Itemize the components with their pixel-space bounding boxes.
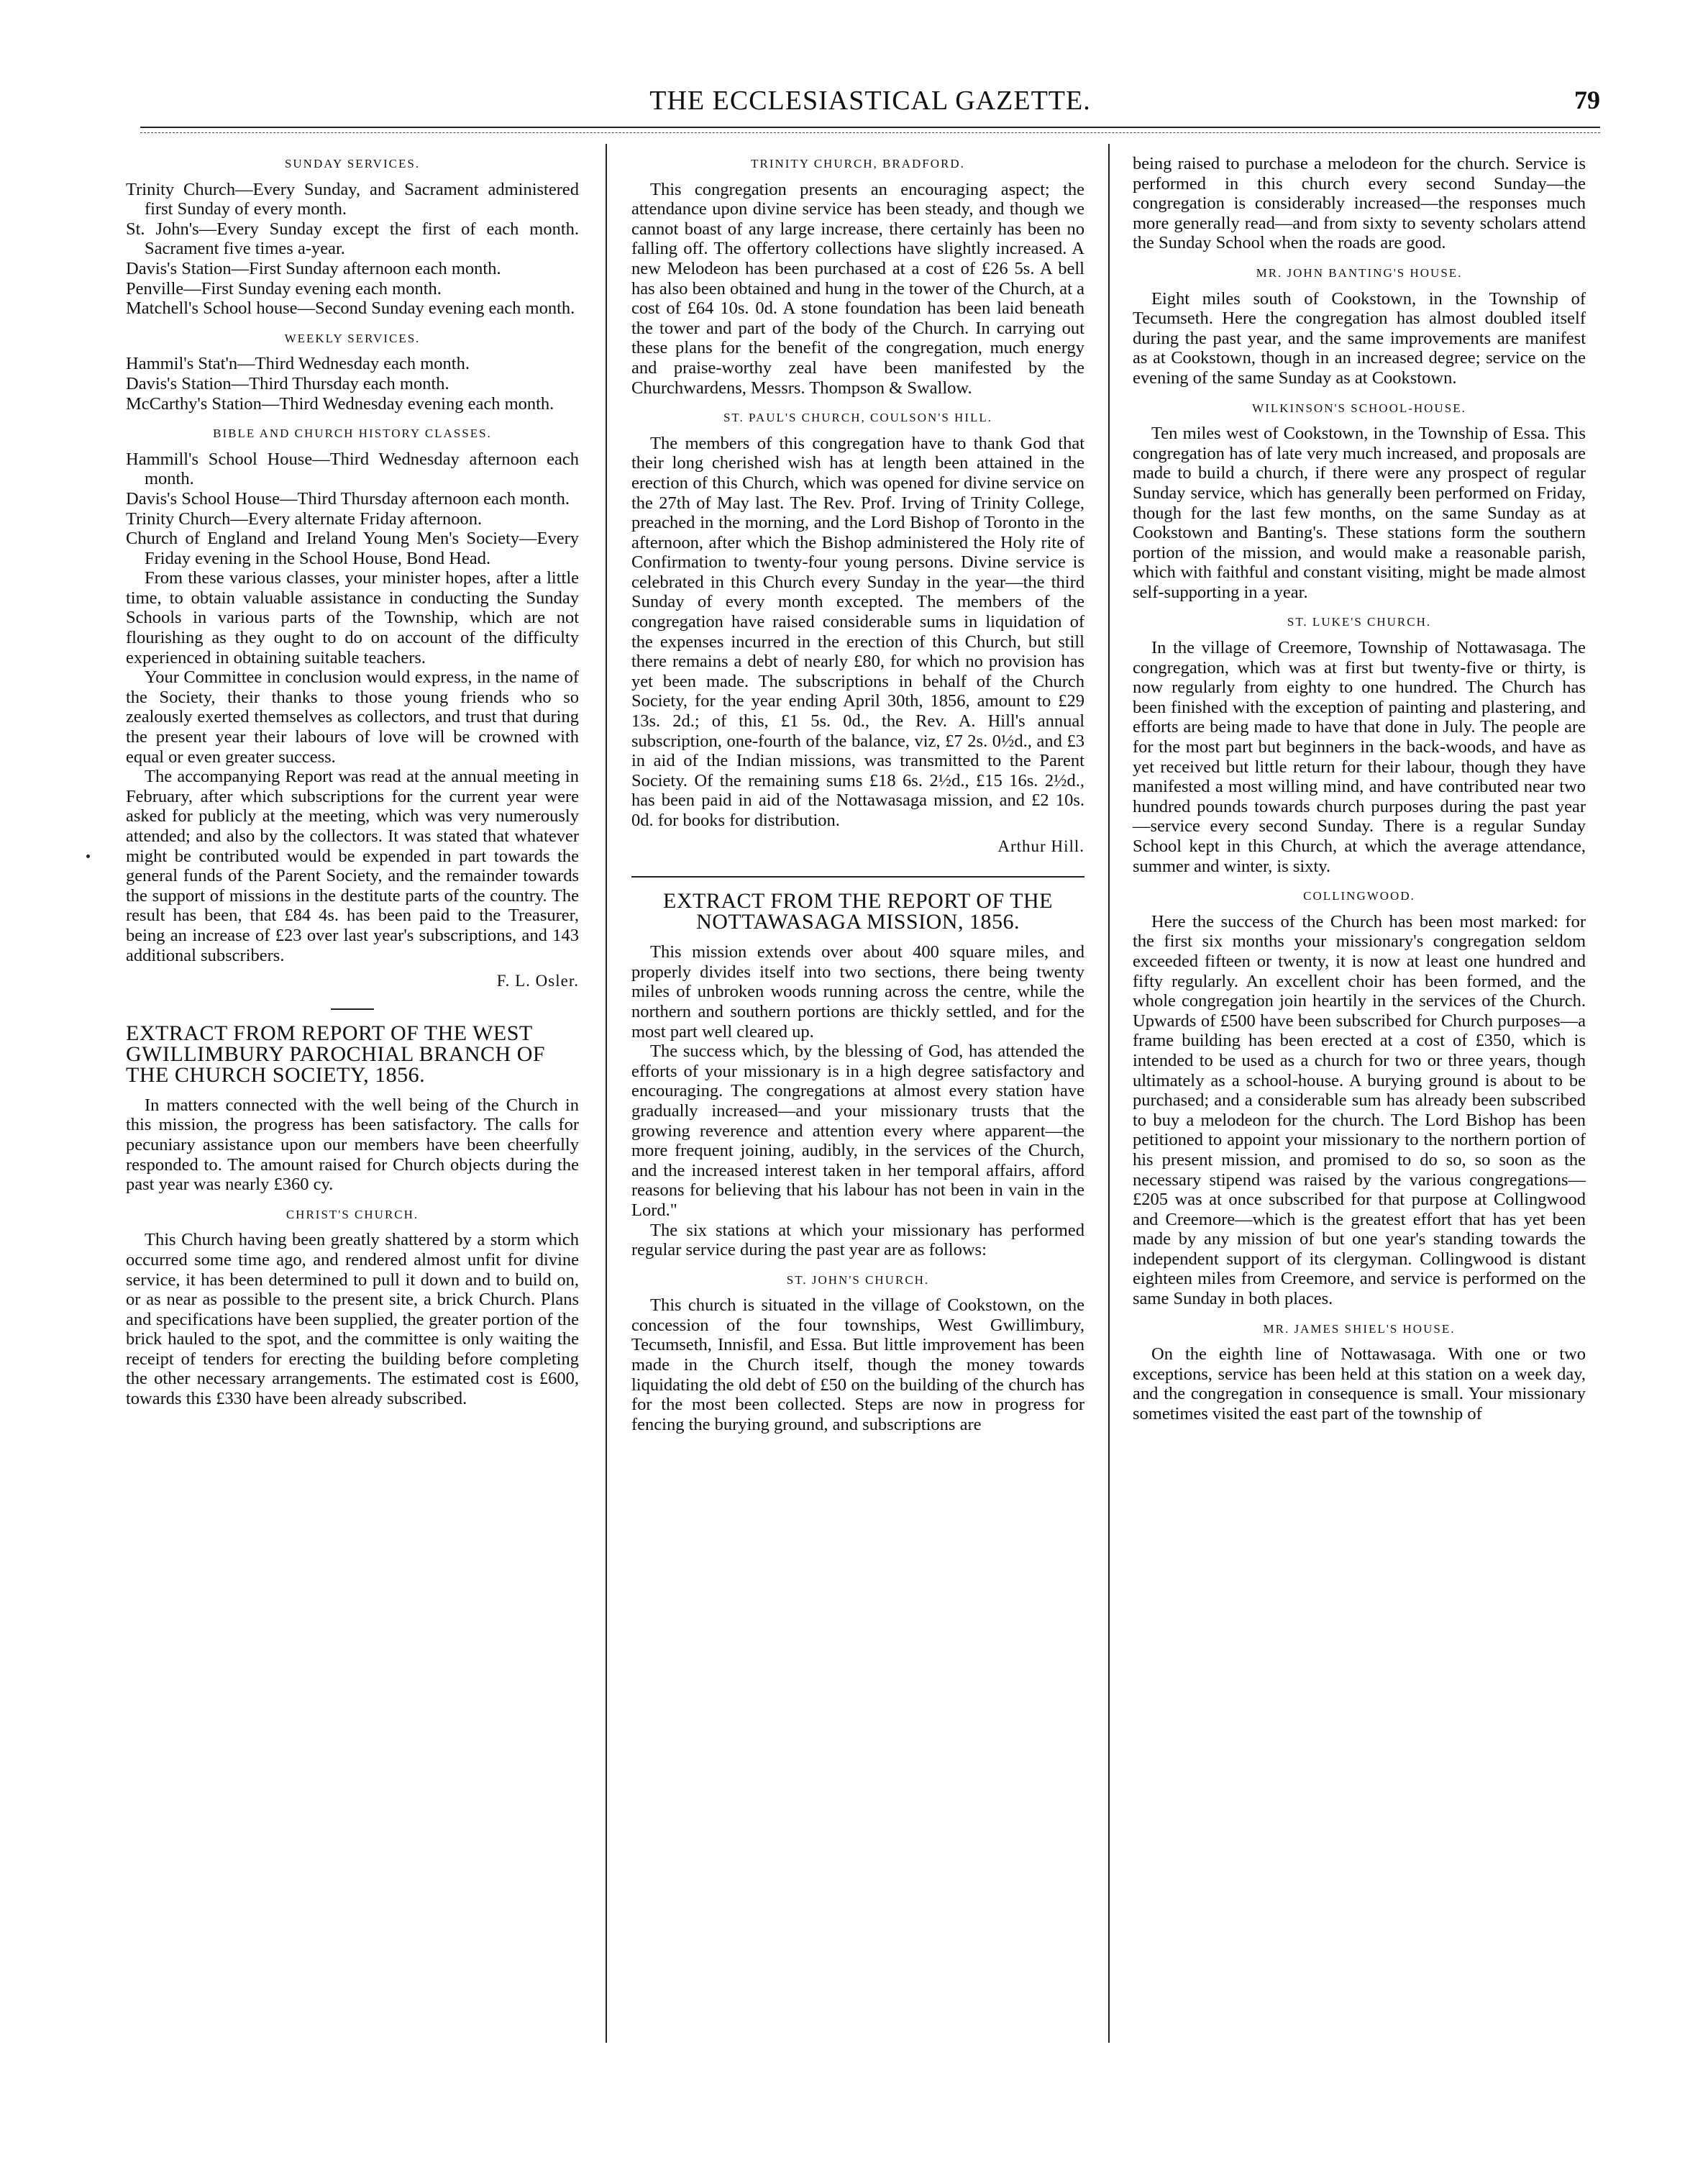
section-heading-christs-church: CHRIST'S CHURCH.: [286, 1207, 419, 1221]
paragraph: The six stations at which your missionary has performed regular service during the past year are as follows:: [631, 1220, 1084, 1260]
column-rule-1: [606, 144, 607, 2043]
section-divider: [631, 876, 1084, 878]
service-entry: Hammil's Stat'n—Third Wednesday each month.: [126, 354, 470, 374]
paragraph: This congregation presents an encouraging aspect; the attendance upon divine service has been steady, and though we cannot boast of any large increase, there certainly has been no falling off. The offertory collections have slightly increased. A new Melodeon has been purchased at a cost of £26 5s. A bell has also been obtained and hung in the tower of the Church, at a cost of £64 10s. 0d. A stone foundation has been laid beneath the tower and part of the body of the Church. In carrying out these plans for the benefit of the congregation, much energy and praise-worthy zeal have been manifested by the Churchwardens, Messrs. Thompson & Swallow.: [631, 179, 1084, 398]
paragraph: The members of this congregation have to thank God that their long cherished wish has at length been attained in the erection of this Church, which was opened for divine service on the 27th of May last. The Rev. Prof. Irving of Trinity College, preached in the morning, and the Lord Bishop of Toronto in the afternoon, after which the Bishop administered the Holy rite of Confirmation to twenty-four young persons. Divine service is celebrated in this Church every Sunday in the year—the third Sunday of every month excepted. The members of the congregation have raised considerable sums in liquidation of the expenses incurred in the erection of this Church, but still there remains a debt of nearly £80, for which no provision has yet been made. The subscriptions in behalf of the Church Society, for the year ending April 30th, 1856, amount to £29 13s. 2d.; of this, £1 5s. 0d., the Rev. A. Hill's annual subscription, one-fourth of the balance, viz, £7 2s. 0½d., and £3 in aid of the Indian missions, was transmitted to the Parent Society. Of the remaining sums £18 6s. 2½d., £15 16s. 2½d., has been paid in aid of the Nottawasaga mission, and £2 10s. 0d. for books for distribution.: [631, 433, 1084, 830]
column-1: [126, 154, 579, 1409]
masthead-title: THE ECCLESIASTICAL GAZETTE.: [649, 86, 1091, 116]
column-rule-2: [1108, 144, 1110, 2043]
section-heading-st-lukes: ST. LUKE'S CHURCH.: [1287, 615, 1432, 629]
paragraph: In matters connected with the well being of the Church in this mission, the progress has been satisfactory. The calls for pecuniary assistance upon our members have been cheerfully responded to. The amount raised for Church objects during the past year was nearly £360 cy.: [126, 1095, 579, 1195]
service-entry: Trinity Church—Every Sunday, and Sacrament administered first Sunday of every month.: [126, 179, 579, 219]
article-headline: EXTRACT FROM THE REPORT OF THE NOTTAWASAGA MISSION, 1856.: [663, 889, 1053, 934]
service-entry: Matchell's School house—Second Sunday evening each month.: [126, 299, 575, 319]
service-entry: Davis's Station—Third Thursday each month.: [126, 373, 449, 393]
section-heading-shiel: MR. JAMES SHIEL'S HOUSE.: [1263, 1321, 1456, 1336]
section-heading-wilkinson: WILKINSON'S SCHOOL-HOUSE.: [1252, 401, 1466, 415]
header-rule: [140, 127, 1600, 128]
paragraph: Here the success of the Church has been most marked: for the first six months your missionary's congregation seldom exceeded fifteen or twenty, it is now at least one hundred and fifty regularly. An excellent choir has been formed, and the whole congregation join heartily in the services of the Church. Upwards of £500 have been subscribed for Church purposes—a frame building has been erected at a cost of £350, which is intended to be used as a church for two or three years, though ultimately as a school-house. A burying ground is about to be purchased; and a considerable sum has already been subscribed to buy a melodeon for the church. The Lord Bishop has been petitioned to appoint your missionary to the northern portion of his present mission, and promised to do so, so soon as the necessary stipend was raised by the various congregations—£205 was at once subscribed for that purpose at Collingwood and Creemore—which is the greatest effort that has yet been made by any mission of but one year's standing towards the independent support of its clergyman. Collingwood is distant eighteen miles from Creemore, and service is performed on the same Sunday in both places.: [1133, 911, 1586, 1309]
paragraph: Eight miles south of Cookstown, in the Township of Tecumseth. Here the congregation has almost doubled itself during the past year, and the same improvements are manifest as at Cookstown, though in an increased degree; service on the evening of the same Sunday as at Cookstown.: [1133, 288, 1586, 388]
section-divider: [331, 1008, 374, 1010]
paragraph: The success which, by the blessing of God, has attended the efforts of your missionary is in a high degree satisfactory and encouraging. The congregations at almost every station have gradually increased—and your missionary trusts that the growing reverence and attention every where apparent—the more frequent joining, audibly, in the services of the Church, and the increased interest taken in her temporal affairs, afford reasons for believing that his labour has not been in vain in the Lord.": [631, 1042, 1084, 1220]
column-3: [1133, 154, 1586, 1424]
service-entry: Penville—First Sunday evening each month.: [126, 278, 442, 299]
section-heading-weekly: WEEKLY SERVICES.: [284, 331, 421, 345]
class-entry: Trinity Church—Every alternate Friday afternoon.: [126, 509, 483, 529]
section-heading-collingwood: COLLINGWOOD.: [1303, 889, 1415, 903]
signature: Arthur Hill.: [997, 837, 1084, 855]
print-speck: [86, 855, 90, 858]
paragraph: The accompanying Report was read at the annual meeting in February, after which subscriptions for the current year were asked for publicly at the meeting, which was very numerously attended; and also by the collectors. It was stated that whatever might be contributed would be expended in part towards the general funds of the Parent Society, and the remainder towards the support of missions in the destitute parts of the country. The result has been, that £84 4s. has been paid to the Treasurer, being an increase of £23 over last year's subscriptions, and 143 additional subscribers.: [126, 767, 579, 965]
section-heading-bible-classes: BIBLE AND CHURCH HISTORY CLASSES.: [213, 427, 492, 441]
section-heading-trinity-bradford: TRINITY CHURCH, BRADFORD.: [751, 157, 965, 170]
paragraph: This Church having been greatly shattered by a storm which occurred some time ago, and rendered almost unfit for divine service, it has been determined to pull it down and to build on, or as near as possible to the present site, a brick Church. Plans and specifications have been supplied, the greater portion of the brick hauled to the spot, and the committee is only waiting the receipt of tenders for erecting the building before completing the other necessary arrangements. The estimated cost is £600, towards this £330 have been already subscribed.: [126, 1230, 579, 1409]
service-entry: McCarthy's Station—Third Wednesday evening each month.: [126, 393, 554, 414]
service-entry: St. John's—Every Sunday except the first of each month. Sacrament five times a-year.: [126, 219, 579, 259]
paragraph: Your Committee in conclusion would express, in the name of the Society, their thanks to those young friends who so zealously exerted themselves as collectors, and trust that during the present year their labours of love will be crowned with equal or even greater success.: [126, 667, 579, 767]
column-2: [631, 154, 1084, 1434]
running-head: [140, 85, 1600, 128]
article-headline: EXTRACT FROM REPORT OF THE WEST GWILLIMBURY PAROCHIAL BRANCH OF THE CHURCH SOCIETY, 1856.: [126, 1021, 546, 1087]
paragraph: This church is situated in the village of Cookstown, on the concession of the four townships, West Gwillimbury, Tecumseth, Innisfil, and Essa. But little improvement has been made in the Church itself, though the money towards liquidating the old debt of £50 on the building of the church has for the most been collected. Steps are now in progress for fencing the burying ground, and subscriptions are: [631, 1295, 1084, 1434]
paragraph: Ten miles west of Cookstown, in the Township of Essa. This congregation has of late very much increased, and proposals are made to build a church, if there were any prospect of regular Sunday service, which has generally been performed on Friday, though for the last few months, on the same Sunday as at Cookstown and Banting's. These stations form the southern portion of the mission, and would make a reasonable parish, which with faithful and constant visiting, might be made almost self-supporting in a year.: [1133, 424, 1586, 602]
paragraph: In the village of Creemore, Township of Nottawasaga. The congregation, which was at first but twenty-five or thirty, is now regularly from eighty to one hundred. The Church has been finished with the exception of painting and plastering, and efforts are being made to have that done in July. The people are for the most part but beginners in the back-woods, and have as yet received but little return for their labour, though they have manifested a most willing mind, and have contributed near two hundred pounds towards church purposes during the past year—service every second Sunday. There is a regular Sunday School kept in this Church, at which the average attendance, summer and winter, is sixty.: [1133, 638, 1586, 876]
class-entry: Davis's School House—Third Thursday afternoon each month.: [126, 488, 570, 509]
service-entry: Davis's Station—First Sunday afternoon each month.: [126, 258, 501, 278]
section-heading-st-johns: ST. JOHN'S CHURCH.: [786, 1272, 930, 1287]
page-number: 79: [1574, 86, 1600, 114]
paragraph: This mission extends over about 400 square miles, and properly divides itself into two sections, there being twenty miles of unbroken woods running across the centre, while the northern and southern portions are thickly settled, and for the most part well cleared up.: [631, 942, 1084, 1042]
section-heading-banting: MR. JOHN BANTING'S HOUSE.: [1256, 265, 1463, 280]
section-heading-st-pauls: ST. PAUL'S CHURCH, COULSON'S HILL.: [723, 411, 993, 425]
paragraph: On the eighth line of Nottawasaga. With one or two exceptions, service has been held at this station on a week day, and the congregation in consequence is small. Your missionary sometimes visited the east part of the township of: [1133, 1344, 1586, 1424]
class-entry: Hammill's School House—Third Wednesday afternoon each month.: [126, 449, 579, 489]
signature: F. L. Osler.: [496, 972, 579, 990]
section-heading-sunday: SUNDAY SERVICES.: [284, 157, 421, 170]
header-rule-dashed: [140, 132, 1600, 133]
paragraph: being raised to purchase a melodeon for the church. Service is performed in this church every second Sunday—the congregation is considerably increased—the responses much more generally read—and from sixty to seventy scholars attend the Sunday School when the roads are good.: [1133, 154, 1586, 253]
paragraph: From these various classes, your minister hopes, after a little time, to obtain valuable assistance in conducting the Sunday Schools in various parts of the Township, which are not flourishing as they ought to do on account of the difficulty experienced in obtaining suitable teachers.: [126, 568, 579, 667]
class-entry: Church of England and Ireland Young Men's Society—Every Friday evening in the School House, Bond Head.: [126, 529, 579, 568]
